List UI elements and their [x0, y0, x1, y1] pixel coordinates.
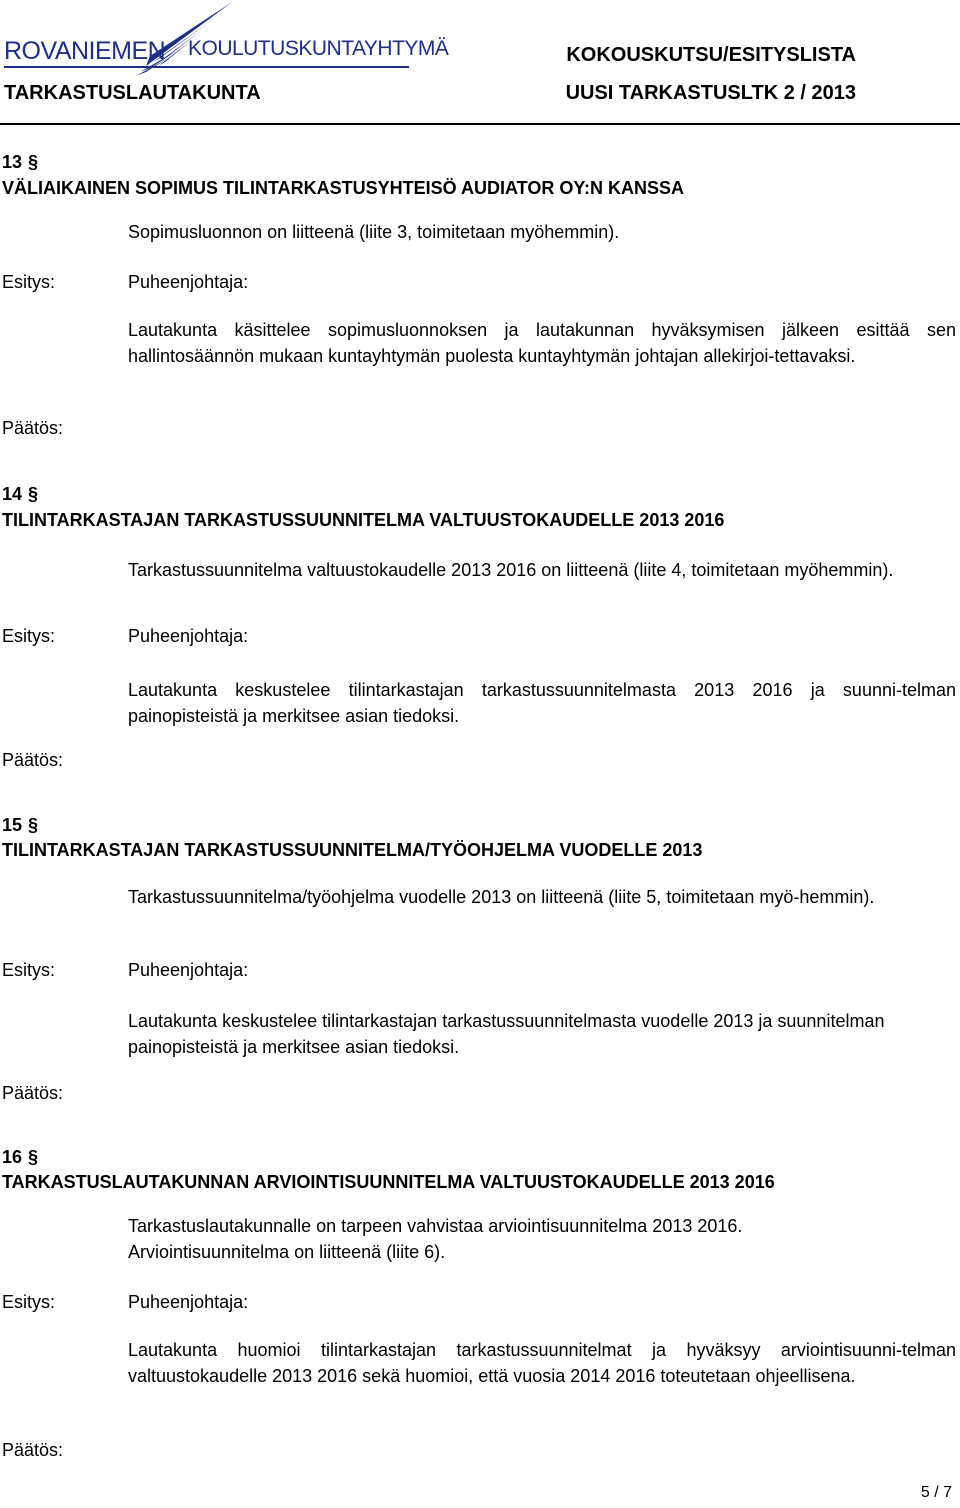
document-id: UUSI TARKASTUSLTK 2 / 2013 — [565, 82, 856, 104]
org-underline — [4, 66, 409, 68]
section-proposal: Lautakunta keskustelee tilintarkastajan tarkastussuunnitelmasta vuodelle 2013 ja suunnitelman painopisteistä ja merkitsee asian tiedoksi. — [128, 1011, 885, 1057]
esitys-label: Esitys: — [2, 960, 56, 980]
section-title: TARKASTUSLAUTAKUNNAN ARVIOINTISUUNNITELMA VALTUUSTOKAUDELLE 2013 2016 — [2, 1172, 775, 1192]
document-type: KOKOUSKUTSU/ESITYSLISTA — [566, 44, 856, 66]
page-number: 5 / 7 — [920, 1484, 952, 1501]
esitys-label: Esitys: — [2, 272, 56, 292]
esitys-label: Esitys: — [2, 1292, 56, 1312]
page-header — [0, 0, 960, 125]
paatos-label: Päätös: — [2, 1440, 64, 1460]
section-number: 14 — [2, 484, 23, 504]
esitys-label: Esitys: — [2, 626, 56, 646]
section-symbol: § — [28, 815, 39, 835]
section-proposal: Lautakunta huomioi tilintarkastajan tarkastussuunnitelmat ja hyväksyy arviointisuunni-telman valtuustokaudelle 2013 2016 sekä huomioi, että vuosia 2014 2016 toteutetaan ohjeellisena. — [128, 1340, 956, 1386]
section-symbol: § — [28, 484, 39, 504]
puheenjohtaja-label: Puheenjohtaja: — [128, 960, 249, 980]
section-intro: Tarkastussuunnitelma/työohjelma vuodelle 2013 on liitteenä (liite 5, toimitetaan myö-hemmin). — [128, 887, 875, 907]
section-intro: Sopimusluonnon on liitteenä (liite 3, toimitetaan myöhemmin). — [128, 222, 620, 242]
section-title: TILINTARKASTAJAN TARKASTUSSUUNNITELMA/TYÖOHJELMA VUODELLE 2013 — [2, 840, 703, 860]
section-symbol: § — [28, 152, 39, 172]
header-divider — [0, 123, 960, 125]
section-proposal: Lautakunta käsittelee sopimusluonnoksen ja lautakunnan hyväksymisen jälkeen esittää sen hallintosäännön mukaan kuntayhtymän puolesta kuntayhtymän johtajan allekirjoi-tettavaksi. — [128, 320, 956, 366]
board-name: TARKASTUSLAUTAKUNTA — [4, 82, 261, 104]
puheenjohtaja-label: Puheenjohtaja: — [128, 626, 249, 646]
section-number: 16 — [2, 1147, 23, 1167]
paatos-label: Päätös: — [2, 750, 64, 770]
section-number: 15 — [2, 815, 23, 835]
section-title: VÄLIAIKAINEN SOPIMUS TILINTARKASTUSYHTEISÖ AUDIATOR OY:N KANSSA — [2, 178, 685, 198]
paatos-label: Päätös: — [2, 418, 64, 438]
section-intro-line2: Arviointisuunnitelma on liitteenä (liite 6). — [128, 1242, 446, 1262]
section-number: 13 — [2, 152, 23, 172]
section-symbol: § — [28, 1147, 39, 1167]
section-title: TILINTARKASTAJAN TARKASTUSSUUNNITELMA VALTUUSTOKAUDELLE 2013 2016 — [2, 510, 725, 530]
puheenjohtaja-label: Puheenjohtaja: — [128, 1292, 249, 1312]
paatos-label: Päätös: — [2, 1083, 64, 1103]
section-intro-line1: Tarkastuslautakunnalle on tarpeen vahvistaa arviointisuunnitelma 2013 2016. — [128, 1216, 743, 1236]
org-name-part1: ROVANIEMEN — [4, 37, 166, 65]
puheenjohtaja-label: Puheenjohtaja: — [128, 272, 249, 292]
org-name-part2: KOULUTUSKUNTAYHTYMÄ — [188, 37, 449, 60]
section-intro: Tarkastussuunnitelma valtuustokaudelle 2013 2016 on liitteenä (liite 4, toimitetaan myöhemmin). — [128, 560, 894, 580]
section-proposal: Lautakunta keskustelee tilintarkastajan tarkastussuunnitelmasta 2013 2016 ja suunni-telman painopisteistä ja merkitsee asian tiedoksi. — [128, 680, 956, 726]
